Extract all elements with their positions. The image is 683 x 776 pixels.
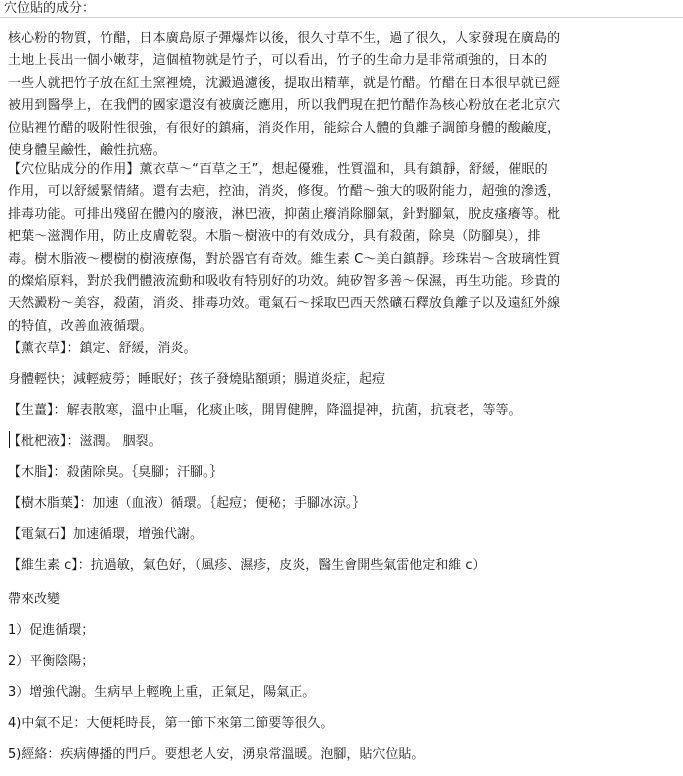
intro-line: 土地上長出一個小嫩芽，這個植物就是竹子，可以看出，竹子的生命力是非常頑強的，日本的 [8,53,548,69]
function-paragraph [8,159,676,338]
change-item: 1）促進循環； [8,623,95,638]
function-line: 天然澱粉～美容，殺菌，消炎、排毒功效。電氣石～採取巴西天然礦石釋放負離子以及遠紅外線 [8,296,561,312]
tree-resin-leaf-line: 【樹木脂葉】：加速（血液）循環。｛起痘；便秘；手腳冰涼。｝ [8,496,366,511]
intro-line: 一些人就把竹子放在紅土窯裡燒，沈澱過濾後，提取出精華，就是竹醋。竹醋在日本很早就已經 [8,75,561,91]
tourmaline-line: 【電氣石】加速循環，增強代謝。 [8,527,204,542]
wood-resin-line: 【木脂】：殺菌除臭。｛臭腳；汗腳。｝ [8,465,223,480]
change-item: 4)中氣不足：大便耗時長，第一節下來第二節要等很久。 [8,716,334,731]
function-line: 毒。樹木脂液～櫻樹的樹液療傷，對於器官有奇效。維生素 C～美白鎮靜。珍珠岩～含玻璃性質 [8,251,561,267]
change-item: 2）平衡陰陽； [8,654,95,669]
intro-line: 使身體呈鹼性，鹼性抗癌。 [8,143,166,159]
changes-heading: 帶來改變 [8,592,61,607]
change-item: 3）增強代謝。生病早上輕晚上重，正氣足，陽氣正。 [8,685,316,700]
function-line: 排毒功能。可排出殘留在體內的廢液，淋巴液，抑菌止癢消除腳氣，針對腳氣，脫皮瘙癢等。枇 [8,206,561,222]
function-line: 作用，可以舒緩緊情緒。還有去疤，控油，消炎，修復。竹醋～強大的吸附能力，超強的滲透， [8,184,561,200]
intro-paragraph [8,28,676,162]
ginger-line: 【生薑】：解表散寒，溫中止嘔，化痰止咳，開胃健脾，降溫提神，抗菌，抗衰老，等等。 [8,403,522,418]
vitamin-c-line: 【維生素 c】：抗過敏，氣色好，（風疹、濕疹，皮炎，醫生會開些氣雷他定和維 c） [8,558,486,573]
body-effects-line: 身體輕快；減輕疲勞；睡眠好；孩子發燒貼額頭；腸道炎症，起痘 [8,372,386,387]
function-line: 的燦焰原料，對於我們體液流動和吸收有特別好的功效。純矽智多善～保濕，再生功能。珍貴的 [8,274,561,290]
intro-line: 被用到醫學上，在我們的國家還沒有被廣泛應用，所以我們現在把竹醋作為核心粉放在老北京穴 [8,98,561,114]
function-line: 杷葉～滋潤作用，防止皮膚乾裂。木脂～樹液中的有效成分，具有殺菌，除臭（防腳臭），排 [8,229,541,245]
intro-line: 位貼裡竹醋的吸附性很強，有很好的鎮痛，消炎作用，能綜合人體的負離子調節身體的酸鹼度， [8,120,561,136]
function-line: 【穴位貼成分的作用】薰衣草～“百草之王”，想起優雅，性質溫和，具有鎮靜，舒緩，催眠的 [8,162,548,177]
change-item: 5)經絡：疾病傳播的門戶。要想老人安，湧泉常溫暖。泡腳，貼穴位貼。 [8,747,425,762]
intro-line: 核心粉的物質，竹醋，日本廣島原子彈爆炸以後，很久寸草不生，過了很久，人家發現在廣島的 [8,31,561,46]
page-title: 穴位貼的成分： [0,0,683,18]
function-line: 的特值，改善血液循環。 [8,318,153,334]
loquat-line: 【枇杷液】：滋潤。 胭裂。 [8,434,162,449]
lavender-line: 【薰衣草】：鎮定、舒緩，消炎。 [8,341,197,356]
